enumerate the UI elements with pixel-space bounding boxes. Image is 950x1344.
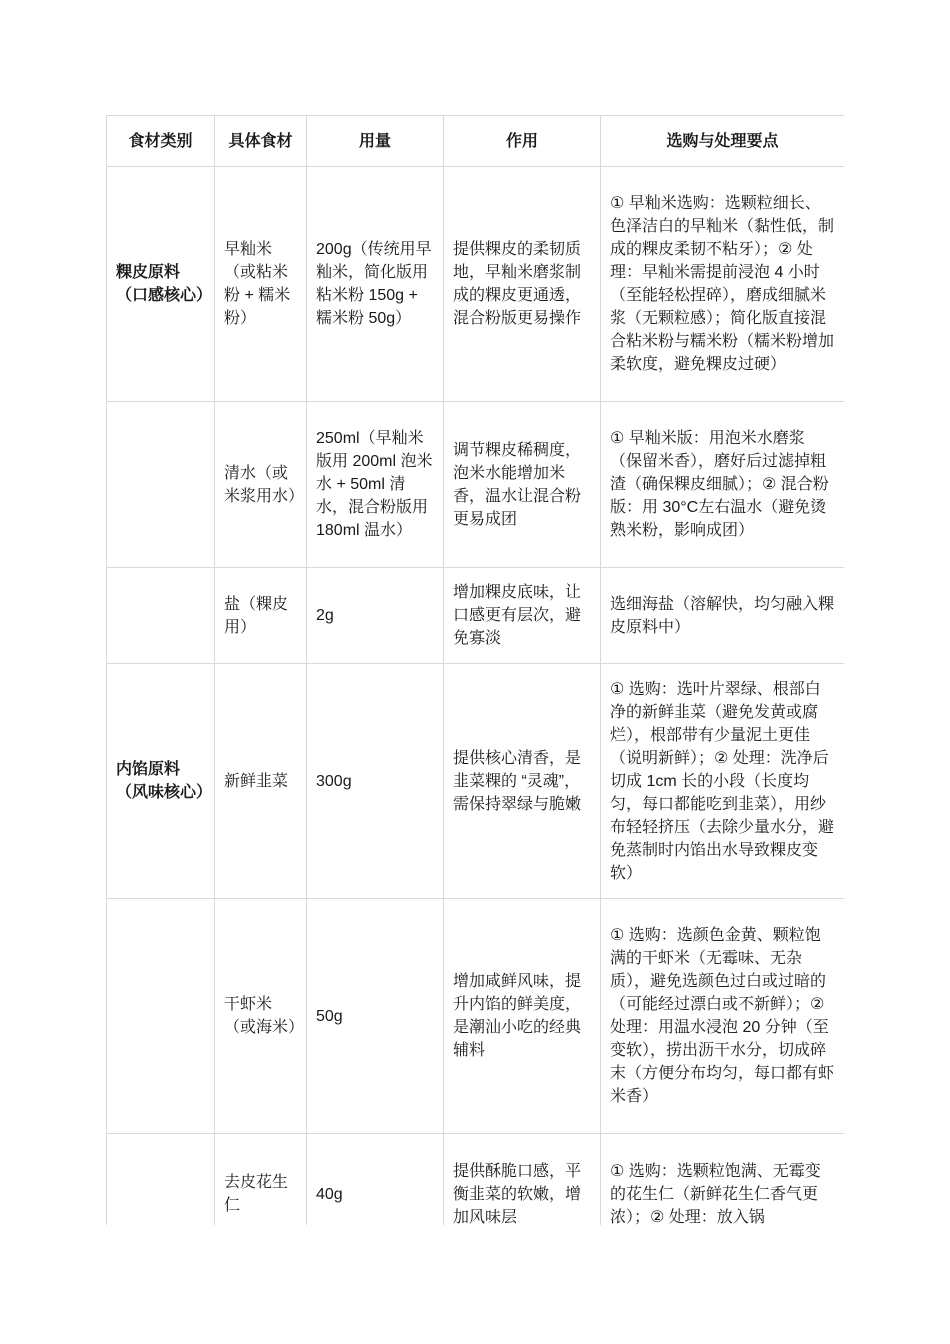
role-cell: 增加粿皮底味，让口感更有层次，避免寡淡: [444, 568, 601, 664]
tips-cell: ① 选购：选颜色金黄、颗粒饱满的干虾米（无霉味、无杂质），避免选颜色过白或过暗的（可能经过漂白或不新鲜）；② 处理：用温水浸泡 20 分钟（至变软），捞出沥干水分，切成碎末（方便分布均匀，每口都有虾米香）: [601, 899, 845, 1134]
header-amount: 用量: [307, 116, 444, 167]
category-cell: [107, 568, 215, 664]
amount-cell: 2g: [307, 568, 444, 664]
table-header-row: [107, 116, 845, 167]
role-cell: 调节粿皮稀稠度，泡米水能增加米香，温水让混合粉更易成团: [444, 402, 601, 568]
amount-cell: 200g（传统用早籼米，简化版用粘米粉 150g + 糯米粉 50g）: [307, 167, 444, 402]
ingredient-cell: 清水（或米浆用水）: [215, 402, 307, 568]
role-cell: 提供粿皮的柔韧质地，早籼米磨浆制成的粿皮更通透，混合粉版更易操作: [444, 167, 601, 402]
header-tips: 选购与处理要点: [601, 116, 845, 167]
header-ingredient: 具体食材: [215, 116, 307, 167]
table-row: [107, 664, 845, 899]
amount-cell: 50g: [307, 899, 444, 1134]
tips-cell: ① 早籼米版：用泡米水磨浆（保留米香），磨好后过滤掉粗渣（确保粿皮细腻）；② 混合粉版：用 30°C左右温水（避免烫熟米粉，影响成团）: [601, 402, 845, 568]
ingredient-cell: 新鲜韭菜: [215, 664, 307, 899]
table-row: [107, 402, 845, 568]
tips-cell: ① 选购：选颗粒饱满、无霉变的花生仁（新鲜花生仁香气更浓）；② 处理：放入锅: [601, 1134, 845, 1226]
ingredient-cell: 去皮花生仁: [215, 1134, 307, 1226]
role-cell: 提供酥脆口感，平衡韭菜的软嫩，增加风味层: [444, 1134, 601, 1226]
category-cell: [107, 899, 215, 1134]
category-cell: [107, 1134, 215, 1226]
role-cell: 提供核心清香，是韭菜粿的 “灵魂”，需保持翠绿与脆嫩: [444, 664, 601, 899]
table-row: [107, 167, 845, 402]
table-row: [107, 899, 845, 1134]
tips-cell: ① 选购：选叶片翠绿、根部白净的新鲜韭菜（避免发黄或腐烂），根部带有少量泥土更佳（说明新鲜）；② 处理：洗净后切成 1cm 长的小段（长度均匀，每口都能吃到韭菜），用纱布轻轻挤压（去除少量水分，避免蒸制时内馅出水导致粿皮变软）: [601, 664, 845, 899]
ingredients-table: [106, 115, 844, 1225]
amount-cell: 250ml（早籼米版用 200ml 泡米水 + 50ml 清水，混合粉版用 180ml 温水）: [307, 402, 444, 568]
ingredient-cell: 干虾米（或海米）: [215, 899, 307, 1134]
header-category: 食材类别: [107, 116, 215, 167]
document-page: [106, 115, 844, 1225]
header-role: 作用: [444, 116, 601, 167]
table-row: [107, 568, 845, 664]
tips-cell: ① 早籼米选购：选颗粒细长、色泽洁白的早籼米（黏性低，制成的粿皮柔韧不粘牙）；② 处理：早籼米需提前浸泡 4 小时（至能轻松捏碎），磨成细腻米浆（无颗粒感）；简化版直接混合粘米粉与糯米粉（糯米粉增加柔软度，避免粿皮过硬）: [601, 167, 845, 402]
category-cell: 粿皮原料（口感核心）: [107, 167, 215, 402]
tips-cell: 选细海盐（溶解快，均匀融入粿皮原料中）: [601, 568, 845, 664]
amount-cell: 300g: [307, 664, 444, 899]
category-cell: 内馅原料（风味核心）: [107, 664, 215, 899]
category-cell: [107, 402, 215, 568]
ingredient-cell: 盐（粿皮用）: [215, 568, 307, 664]
role-cell: 增加咸鲜风味，提升内馅的鲜美度，是潮汕小吃的经典辅料: [444, 899, 601, 1134]
amount-cell: 40g: [307, 1134, 444, 1226]
table-row: [107, 1134, 845, 1226]
ingredient-cell: 早籼米（或粘米粉 + 糯米粉）: [215, 167, 307, 402]
